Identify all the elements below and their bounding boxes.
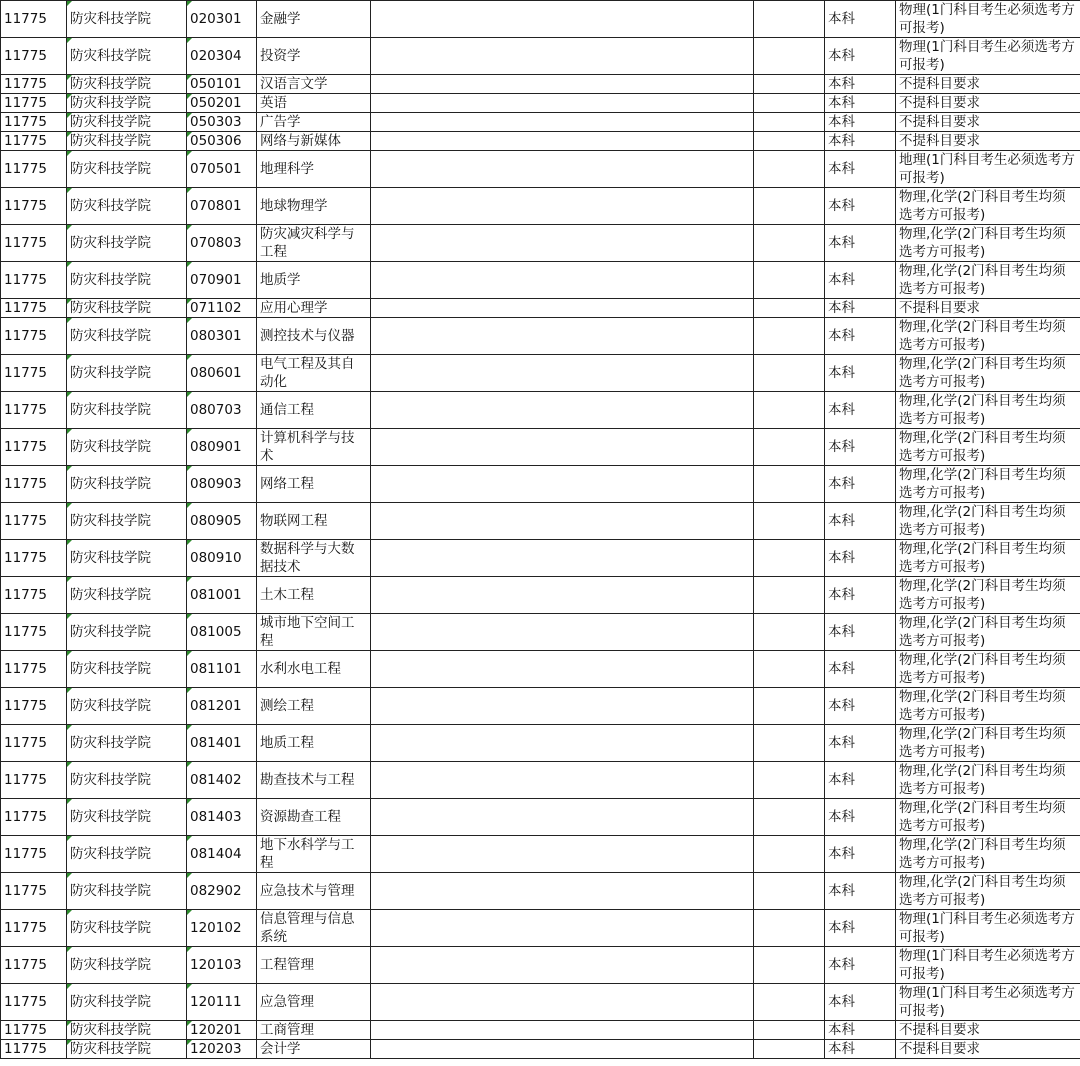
level-cell: 本科 [825,651,896,688]
school-code-cell: 11775 [1,577,67,614]
major-name-cell: 汉语言文学 [257,75,371,94]
school-code-cell: 11775 [1,188,67,225]
major-name-cell: 土木工程 [257,577,371,614]
blank-cell [371,688,754,725]
level-cell: 本科 [825,38,896,75]
school-name-cell: 防灾科技学院 [67,355,187,392]
blank-cell [371,799,754,836]
major-name-cell: 网络工程 [257,466,371,503]
major-name-cell: 广告学 [257,113,371,132]
school-code-cell: 11775 [1,1021,67,1040]
major-name-cell: 物联网工程 [257,503,371,540]
blank-cell [371,725,754,762]
requirement-cell: 不提科目要求 [896,75,1080,94]
major-code-cell: 080601 [187,355,257,392]
blank-cell [371,262,754,299]
blank-cell [754,651,825,688]
table-row [1,151,1080,188]
major-code-cell: 050303 [187,113,257,132]
blank-cell [754,151,825,188]
blank-cell [754,355,825,392]
major-name-cell: 电气工程及其自动化 [257,355,371,392]
blank-cell [754,725,825,762]
level-cell: 本科 [825,799,896,836]
school-code-cell: 11775 [1,910,67,947]
requirement-cell: 物理,化学(2门科目考生均须选考方可报考) [896,318,1080,355]
blank-cell [754,577,825,614]
level-cell: 本科 [825,984,896,1021]
major-name-cell: 资源勘查工程 [257,799,371,836]
requirement-cell: 物理,化学(2门科目考生均须选考方可报考) [896,355,1080,392]
level-cell: 本科 [825,188,896,225]
table-row [1,614,1080,651]
major-name-cell: 地质工程 [257,725,371,762]
major-code-cell: 020301 [187,1,257,38]
school-code-cell: 11775 [1,38,67,75]
major-code-cell: 050201 [187,94,257,113]
table-row [1,651,1080,688]
blank-cell [754,614,825,651]
major-code-cell: 080905 [187,503,257,540]
major-code-cell: 120201 [187,1021,257,1040]
blank-cell [754,688,825,725]
blank-cell [371,873,754,910]
school-code-cell: 11775 [1,799,67,836]
blank-cell [371,225,754,262]
school-name-cell: 防灾科技学院 [67,688,187,725]
school-code-cell: 11775 [1,262,67,299]
requirement-cell: 不提科目要求 [896,113,1080,132]
blank-cell [754,318,825,355]
requirement-cell: 地理(1门科目考生必须选考方可报考) [896,151,1080,188]
table-row [1,762,1080,799]
requirement-cell: 物理(1门科目考生必须选考方可报考) [896,947,1080,984]
blank-cell [371,299,754,318]
school-code-cell: 11775 [1,75,67,94]
major-name-cell: 投资学 [257,38,371,75]
table-row [1,836,1080,873]
requirement-cell: 物理,化学(2门科目考生均须选考方可报考) [896,225,1080,262]
table-row [1,688,1080,725]
blank-cell [754,75,825,94]
blank-cell [754,1,825,38]
school-name-cell: 防灾科技学院 [67,132,187,151]
school-code-cell: 11775 [1,540,67,577]
level-cell: 本科 [825,429,896,466]
requirement-cell: 物理,化学(2门科目考生均须选考方可报考) [896,188,1080,225]
school-name-cell: 防灾科技学院 [67,836,187,873]
school-name-cell: 防灾科技学院 [67,762,187,799]
major-code-cell: 081401 [187,725,257,762]
school-name-cell: 防灾科技学院 [67,614,187,651]
table-row [1,392,1080,429]
requirement-cell: 物理,化学(2门科目考生均须选考方可报考) [896,466,1080,503]
major-code-cell: 081101 [187,651,257,688]
requirement-cell: 物理,化学(2门科目考生均须选考方可报考) [896,503,1080,540]
school-code-cell: 11775 [1,113,67,132]
major-code-cell: 050306 [187,132,257,151]
school-name-cell: 防灾科技学院 [67,577,187,614]
requirement-cell: 物理,化学(2门科目考生均须选考方可报考) [896,540,1080,577]
school-name-cell: 防灾科技学院 [67,38,187,75]
blank-cell [754,836,825,873]
major-name-cell: 金融学 [257,1,371,38]
school-code-cell: 11775 [1,1040,67,1059]
blank-cell [754,429,825,466]
major-name-cell: 工商管理 [257,1021,371,1040]
major-code-cell: 081402 [187,762,257,799]
school-code-cell: 11775 [1,299,67,318]
level-cell: 本科 [825,1,896,38]
major-code-cell: 120102 [187,910,257,947]
school-code-cell: 11775 [1,429,67,466]
school-code-cell: 11775 [1,688,67,725]
major-code-cell: 070801 [187,188,257,225]
major-code-cell: 081404 [187,836,257,873]
major-code-cell: 050101 [187,75,257,94]
school-code-cell: 11775 [1,318,67,355]
table-row [1,75,1080,94]
major-name-cell: 应用心理学 [257,299,371,318]
blank-cell [371,577,754,614]
blank-cell [371,651,754,688]
major-name-cell: 计算机科学与技术 [257,429,371,466]
blank-cell [371,151,754,188]
school-name-cell: 防灾科技学院 [67,540,187,577]
major-code-cell: 070901 [187,262,257,299]
school-code-cell: 11775 [1,873,67,910]
requirement-cell: 物理(1门科目考生必须选考方可报考) [896,910,1080,947]
major-code-cell: 081005 [187,614,257,651]
level-cell: 本科 [825,947,896,984]
blank-cell [371,75,754,94]
level-cell: 本科 [825,392,896,429]
table-row [1,188,1080,225]
school-name-cell: 防灾科技学院 [67,1040,187,1059]
table-row [1,984,1080,1021]
blank-cell [754,540,825,577]
blank-cell [754,947,825,984]
level-cell: 本科 [825,540,896,577]
school-code-cell: 11775 [1,94,67,113]
major-name-cell: 会计学 [257,1040,371,1059]
school-code-cell: 11775 [1,651,67,688]
major-name-cell: 地球物理学 [257,188,371,225]
table-row [1,38,1080,75]
major-code-cell: 082902 [187,873,257,910]
level-cell: 本科 [825,1021,896,1040]
requirement-cell: 物理,化学(2门科目考生均须选考方可报考) [896,836,1080,873]
blank-cell [371,355,754,392]
major-code-cell: 080901 [187,429,257,466]
school-name-cell: 防灾科技学院 [67,1,187,38]
requirement-cell: 物理,化学(2门科目考生均须选考方可报考) [896,799,1080,836]
level-cell: 本科 [825,503,896,540]
blank-cell [371,984,754,1021]
school-code-cell: 11775 [1,503,67,540]
blank-cell [754,873,825,910]
level-cell: 本科 [825,132,896,151]
level-cell: 本科 [825,614,896,651]
level-cell: 本科 [825,318,896,355]
major-name-cell: 城市地下空间工程 [257,614,371,651]
blank-cell [754,113,825,132]
blank-cell [754,132,825,151]
blank-cell [754,188,825,225]
major-name-cell: 工程管理 [257,947,371,984]
level-cell: 本科 [825,577,896,614]
table-row [1,299,1080,318]
blank-cell [371,132,754,151]
table-row [1,873,1080,910]
school-name-cell: 防灾科技学院 [67,75,187,94]
major-code-cell: 080703 [187,392,257,429]
major-code-cell: 120203 [187,1040,257,1059]
school-code-cell: 11775 [1,762,67,799]
table-row [1,355,1080,392]
table-row [1,94,1080,113]
requirement-cell: 物理,化学(2门科目考生均须选考方可报考) [896,873,1080,910]
blank-cell [371,1021,754,1040]
major-name-cell: 应急技术与管理 [257,873,371,910]
school-code-cell: 11775 [1,984,67,1021]
requirement-cell: 物理,化学(2门科目考生均须选考方可报考) [896,614,1080,651]
major-code-cell: 080910 [187,540,257,577]
level-cell: 本科 [825,355,896,392]
blank-cell [754,799,825,836]
major-name-cell: 地质学 [257,262,371,299]
major-code-cell: 080301 [187,318,257,355]
major-name-cell: 防灾减灾科学与工程 [257,225,371,262]
table-row [1,466,1080,503]
school-name-cell: 防灾科技学院 [67,94,187,113]
major-name-cell: 信息管理与信息系统 [257,910,371,947]
school-name-cell: 防灾科技学院 [67,910,187,947]
school-name-cell: 防灾科技学院 [67,225,187,262]
major-code-cell: 081001 [187,577,257,614]
school-code-cell: 11775 [1,725,67,762]
table-row [1,262,1080,299]
major-code-cell: 120111 [187,984,257,1021]
school-name-cell: 防灾科技学院 [67,113,187,132]
table-row [1,910,1080,947]
level-cell: 本科 [825,113,896,132]
requirement-cell: 物理,化学(2门科目考生均须选考方可报考) [896,725,1080,762]
school-code-cell: 11775 [1,466,67,503]
school-name-cell: 防灾科技学院 [67,151,187,188]
major-code-cell: 080903 [187,466,257,503]
level-cell: 本科 [825,836,896,873]
requirement-cell: 物理(1门科目考生必须选考方可报考) [896,984,1080,1021]
level-cell: 本科 [825,910,896,947]
level-cell: 本科 [825,466,896,503]
school-code-cell: 11775 [1,355,67,392]
requirement-cell: 不提科目要求 [896,1040,1080,1059]
requirement-cell: 不提科目要求 [896,299,1080,318]
blank-cell [754,392,825,429]
school-name-cell: 防灾科技学院 [67,299,187,318]
major-name-cell: 测控技术与仪器 [257,318,371,355]
requirement-cell: 物理,化学(2门科目考生均须选考方可报考) [896,688,1080,725]
major-name-cell: 应急管理 [257,984,371,1021]
requirement-cell: 物理,化学(2门科目考生均须选考方可报考) [896,392,1080,429]
blank-cell [371,762,754,799]
blank-cell [754,503,825,540]
school-code-cell: 11775 [1,1,67,38]
level-cell: 本科 [825,1040,896,1059]
blank-cell [371,429,754,466]
blank-cell [371,466,754,503]
school-code-cell: 11775 [1,132,67,151]
major-name-cell: 测绘工程 [257,688,371,725]
level-cell: 本科 [825,873,896,910]
table-row [1,1040,1080,1059]
table-row [1,113,1080,132]
major-name-cell: 英语 [257,94,371,113]
major-code-cell: 020304 [187,38,257,75]
level-cell: 本科 [825,299,896,318]
major-name-cell: 勘查技术与工程 [257,762,371,799]
requirement-cell: 物理,化学(2门科目考生均须选考方可报考) [896,651,1080,688]
school-name-cell: 防灾科技学院 [67,799,187,836]
major-code-cell: 070501 [187,151,257,188]
blank-cell [371,1040,754,1059]
level-cell: 本科 [825,262,896,299]
requirement-cell: 不提科目要求 [896,94,1080,113]
school-code-cell: 11775 [1,836,67,873]
blank-cell [371,392,754,429]
blank-cell [754,299,825,318]
blank-cell [371,503,754,540]
school-name-cell: 防灾科技学院 [67,984,187,1021]
requirement-cell: 物理(1门科目考生必须选考方可报考) [896,1,1080,38]
blank-cell [371,836,754,873]
requirement-cell: 物理,化学(2门科目考生均须选考方可报考) [896,577,1080,614]
table-row [1,503,1080,540]
school-name-cell: 防灾科技学院 [67,262,187,299]
major-name-cell: 地理科学 [257,151,371,188]
blank-cell [371,947,754,984]
major-name-cell: 通信工程 [257,392,371,429]
school-code-cell: 11775 [1,151,67,188]
requirement-cell: 物理,化学(2门科目考生均须选考方可报考) [896,262,1080,299]
requirement-cell: 不提科目要求 [896,1021,1080,1040]
blank-cell [754,984,825,1021]
blank-cell [371,38,754,75]
level-cell: 本科 [825,725,896,762]
blank-cell [754,1040,825,1059]
major-code-cell: 071102 [187,299,257,318]
major-code-cell: 070803 [187,225,257,262]
table-row [1,725,1080,762]
school-name-cell: 防灾科技学院 [67,651,187,688]
table-row [1,132,1080,151]
blank-cell [371,188,754,225]
requirement-cell: 物理,化学(2门科目考生均须选考方可报考) [896,429,1080,466]
table-row [1,1,1080,38]
school-code-cell: 11775 [1,947,67,984]
blank-cell [754,94,825,113]
table-row [1,1021,1080,1040]
school-name-cell: 防灾科技学院 [67,725,187,762]
table-row [1,799,1080,836]
school-name-cell: 防灾科技学院 [67,1021,187,1040]
major-code-cell: 081403 [187,799,257,836]
blank-cell [754,910,825,947]
table-row [1,318,1080,355]
level-cell: 本科 [825,688,896,725]
school-code-cell: 11775 [1,225,67,262]
school-name-cell: 防灾科技学院 [67,503,187,540]
blank-cell [754,262,825,299]
school-name-cell: 防灾科技学院 [67,318,187,355]
level-cell: 本科 [825,762,896,799]
blank-cell [371,94,754,113]
major-name-cell: 网络与新媒体 [257,132,371,151]
major-name-cell: 数据科学与大数据技术 [257,540,371,577]
table-row [1,429,1080,466]
table-row [1,947,1080,984]
table-body [1,1,1080,1059]
blank-cell [371,614,754,651]
level-cell: 本科 [825,75,896,94]
school-code-cell: 11775 [1,392,67,429]
major-name-cell: 地下水科学与工程 [257,836,371,873]
school-name-cell: 防灾科技学院 [67,188,187,225]
blank-cell [371,113,754,132]
blank-cell [754,1021,825,1040]
major-code-cell: 120103 [187,947,257,984]
major-name-cell: 水利水电工程 [257,651,371,688]
table-row [1,225,1080,262]
requirement-cell: 物理,化学(2门科目考生均须选考方可报考) [896,762,1080,799]
blank-cell [754,466,825,503]
level-cell: 本科 [825,151,896,188]
school-name-cell: 防灾科技学院 [67,392,187,429]
blank-cell [754,38,825,75]
blank-cell [754,762,825,799]
blank-cell [371,318,754,355]
school-code-cell: 11775 [1,614,67,651]
school-name-cell: 防灾科技学院 [67,947,187,984]
blank-cell [371,540,754,577]
requirement-cell: 不提科目要求 [896,132,1080,151]
level-cell: 本科 [825,225,896,262]
table-row [1,577,1080,614]
blank-cell [371,910,754,947]
school-name-cell: 防灾科技学院 [67,429,187,466]
major-code-cell: 081201 [187,688,257,725]
table-row [1,540,1080,577]
blank-cell [371,1,754,38]
school-name-cell: 防灾科技学院 [67,873,187,910]
requirement-cell: 物理(1门科目考生必须选考方可报考) [896,38,1080,75]
level-cell: 本科 [825,94,896,113]
school-name-cell: 防灾科技学院 [67,466,187,503]
blank-cell [754,225,825,262]
